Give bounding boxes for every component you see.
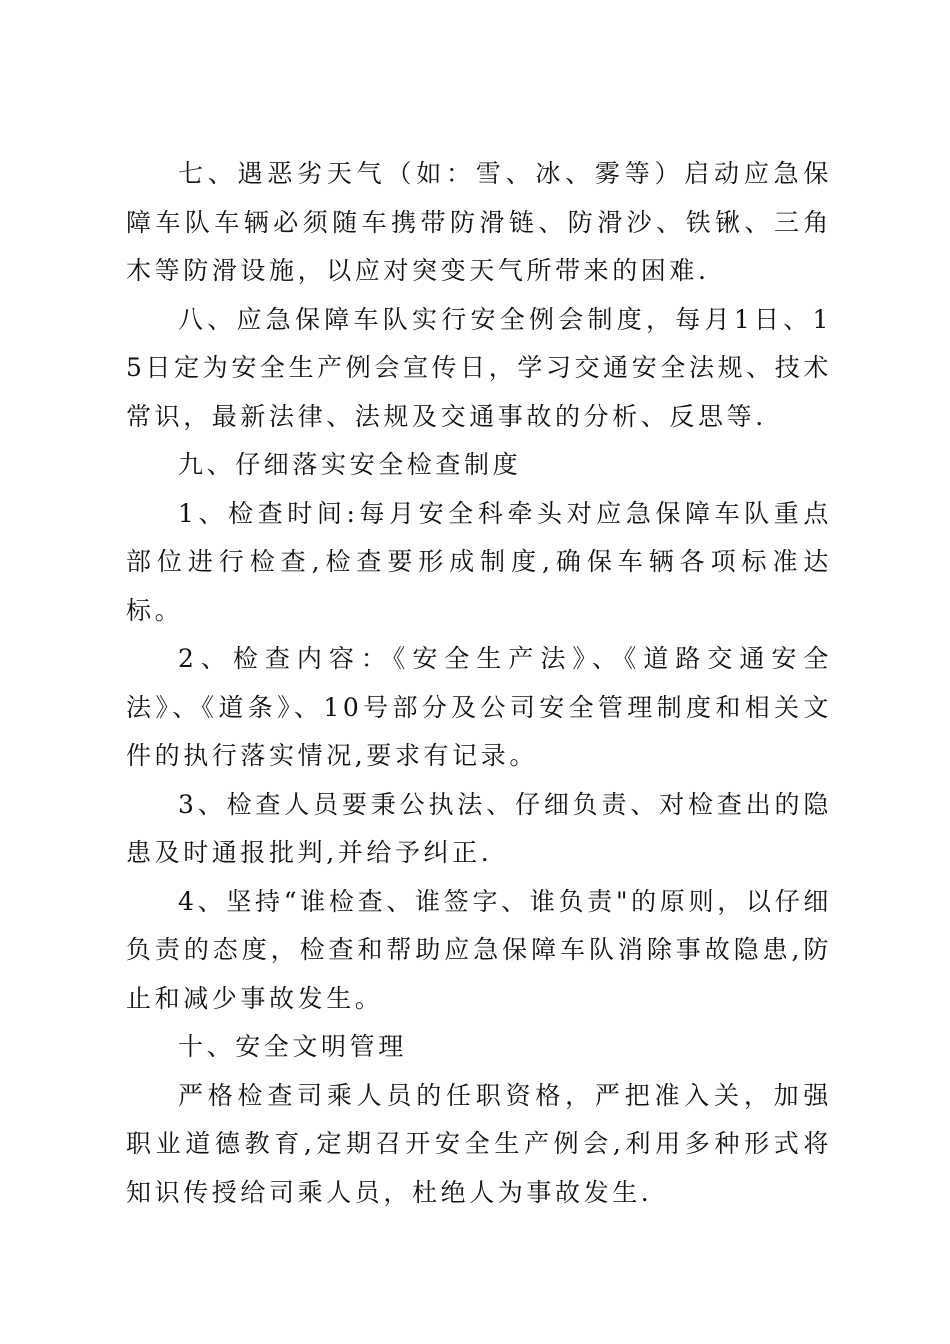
document-body [126, 150, 832, 1217]
paragraph-8-safety-meeting: 八、应急保障车队实行安全例会制度，每月1日、15日定为安全生产例会宣传日，学习交通安全法规、技术常识，最新法律、法规及交通事故的分析、反思等. [126, 304, 832, 431]
paragraph-9-item-1: 1、检查时间:每月安全科牵头对应急保障车队重点部位进行检查,检查要形成制度,确保车辆各项标准达标。 [126, 498, 832, 625]
paragraph-9-item-4: 4、坚持“谁检查、谁签字、谁负责"的原则，以仔细负责的态度，检查和帮助应急保障车队消除事故隐患,防止和减少事故发生。 [126, 886, 832, 1013]
paragraph-7-bad-weather: 七、遇恶劣天气（如：雪、冰、雾等）启动应急保障车队车辆必须随车携带防滑链、防滑沙、铁锹、三角木等防滑设施，以应对突变天气所带来的困难. [126, 159, 832, 285]
paragraph-9-heading: 九、仔细落实安全检查制度 [178, 450, 522, 479]
paragraph-9-item-3: 3、检查人员要秉公执法、仔细负责、对检查出的隐患及时通报批判,并给予纠正. [126, 789, 832, 867]
paragraph-10-heading: 十、安全文明管理 [178, 1032, 407, 1061]
paragraph-10-body: 严格检查司乘人员的任职资格，严把准入关，加强职业道德教育,定期召开安全生产例会,利用多种形式将知识传授给司乘人员，杜绝人为事故发生. [126, 1080, 832, 1207]
paragraph-9-item-2: 2、检查内容：《安全生产法》、《道路交通安全法》、《道条》、10号部分及公司安全管理制度和相关文件的执行落实情况,要求有记录。 [126, 644, 832, 770]
